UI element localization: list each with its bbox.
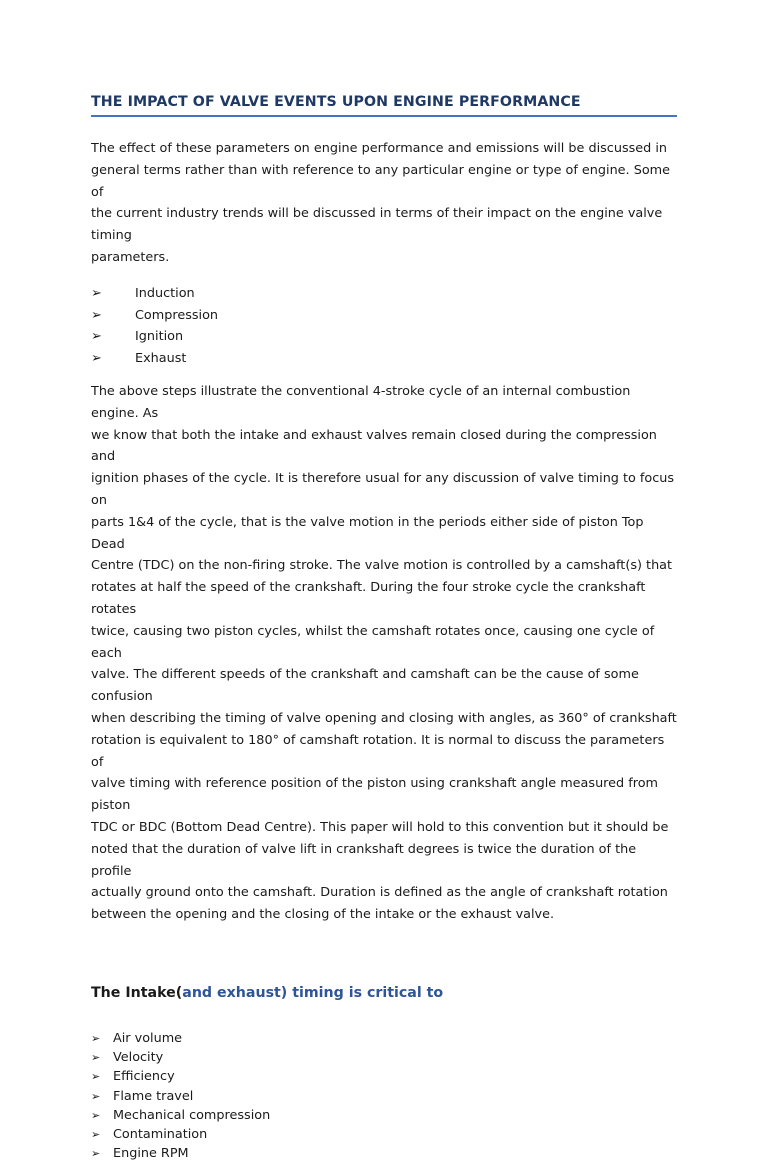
list-item: ➢ Compression bbox=[91, 305, 677, 327]
body-line: when describing the timing of valve opening and closing with angles, as 360° of crankshaft bbox=[91, 710, 677, 726]
body-line: parts 1&4 of the cycle, that is the valve motion in the periods either side of piston Top Dead bbox=[91, 514, 644, 552]
body-line: The above steps illustrate the conventional 4-stroke cycle of an internal combustion engine. As bbox=[91, 383, 631, 421]
list-item: ➢ Ignition bbox=[91, 326, 677, 348]
list-item: ➢ Mechanical compression bbox=[91, 1106, 677, 1125]
arrow-bullet-icon: ➢ bbox=[91, 1031, 101, 1045]
stroke-list bbox=[91, 283, 677, 370]
body-line: valve timing with reference position of the piston using crankshaft angle measured from piston bbox=[91, 776, 658, 814]
subheading-part-blue: and exhaust) timing is critical to bbox=[182, 984, 444, 1001]
body-line: valve. The different speeds of the crankshaft and camshaft can be the cause of some confusion bbox=[91, 667, 639, 705]
body-line: twice, causing two piston cycles, whilst the camshaft rotates once, causing one cycle of each bbox=[91, 623, 655, 661]
arrow-bullet-icon: ➢ bbox=[91, 1108, 101, 1122]
list-item: ➢ Air volume bbox=[91, 1029, 677, 1048]
body-line: we know that both the intake and exhaust valves remain closed during the compression and bbox=[91, 427, 657, 465]
body-line: rotation is equivalent to 180° of camshaft rotation. It is normal to discuss the parameters of bbox=[91, 732, 665, 770]
section-subheading bbox=[91, 985, 677, 1001]
body-line: TDC or BDC (Bottom Dead Centre). This paper will hold to this convention but it should be bbox=[91, 819, 669, 835]
list-item: ➢ Induction bbox=[91, 283, 677, 305]
intro-line: general terms rather than with reference to any particular engine or type of engine. Some of bbox=[91, 162, 670, 200]
body-line: between the opening and the closing of the intake or the exhaust valve. bbox=[91, 907, 555, 923]
critical-factors-list bbox=[91, 1029, 677, 1163]
arrow-bullet-icon: ➢ bbox=[91, 1070, 101, 1084]
document-page bbox=[91, 94, 677, 1163]
arrow-bullet-icon: ➢ bbox=[91, 351, 102, 367]
list-item: ➢ Engine RPM bbox=[91, 1144, 677, 1163]
arrow-bullet-icon: ➢ bbox=[91, 1147, 101, 1161]
body-line: ignition phases of the cycle. It is therefore usual for any discussion of valve timing to focus on bbox=[91, 471, 675, 508]
body-line: noted that the duration of valve lift in crankshaft degrees is twice the duration of the profile bbox=[91, 841, 637, 879]
intro-paragraph bbox=[91, 138, 677, 269]
arrow-bullet-icon: ➢ bbox=[91, 329, 102, 345]
list-item: ➢ Contamination bbox=[91, 1125, 677, 1144]
list-item: ➢ Velocity bbox=[91, 1048, 677, 1067]
arrow-bullet-icon: ➢ bbox=[91, 307, 102, 323]
document-title: THE IMPACT OF VALVE EVENTS UPON ENGINE PERFORMANCE bbox=[91, 94, 677, 117]
arrow-bullet-icon: ➢ bbox=[91, 285, 102, 301]
intro-line: the current industry trends will be discussed in terms of their impact on the engine valve timing bbox=[91, 206, 663, 244]
list-item: ➢ Efficiency bbox=[91, 1067, 677, 1086]
arrow-bullet-icon: ➢ bbox=[91, 1051, 101, 1065]
list-item: ➢ Flame travel bbox=[91, 1087, 677, 1106]
arrow-bullet-icon: ➢ bbox=[91, 1089, 101, 1103]
subheading-part-dark: The Intake( bbox=[91, 984, 183, 1001]
body-line: rotates at half the speed of the crankshaft. During the four stroke cycle the crankshaft rotates bbox=[91, 580, 646, 617]
body-line: Centre (TDC) on the non-firing stroke. The valve motion is controlled by a camshaft(s) that bbox=[91, 558, 673, 574]
intro-line: parameters. bbox=[91, 249, 170, 265]
arrow-bullet-icon: ➢ bbox=[91, 1127, 101, 1141]
intro-line: The effect of these parameters on engine performance and emissions will be discussed in bbox=[91, 141, 668, 156]
body-line: actually ground onto the camshaft. Duration is defined as the angle of crankshaft rotation bbox=[91, 885, 668, 901]
list-item: ➢ Exhaust bbox=[91, 348, 677, 370]
body-paragraph bbox=[91, 381, 677, 926]
